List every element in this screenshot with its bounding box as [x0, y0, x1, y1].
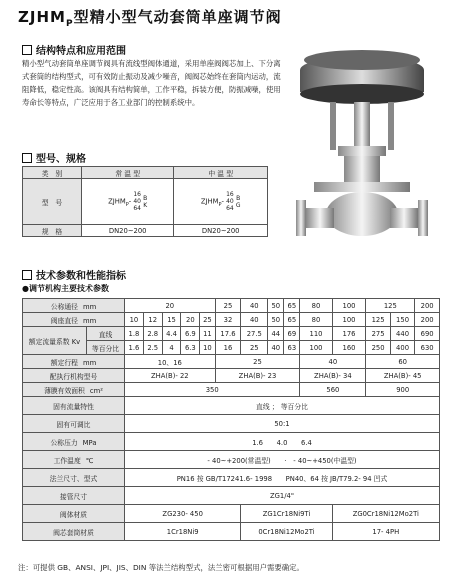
row-body-material: 阀体材质 ZG230- 450 ZG1Cr18Ni9Ti ZG0Cr18Ni12Mo2Ti — [23, 505, 440, 523]
model-normal: $ZJHM_P-$ 16 40 64 B K — [82, 179, 174, 225]
model-mid: $ZJHM_P-$ 16 40 64 B G — [174, 179, 268, 225]
row-seat-dia: 阀座直径 mm 10 12 15 20 25 32 40 50 65 80 100 125 150 200 — [23, 313, 440, 327]
square-bullet-icon — [22, 45, 32, 55]
square-bullet-icon — [22, 270, 32, 280]
features-paragraph: 精小型气动套筒单座调节阀具有流线型阀体通道，采用单座阀阀芯加上、下分离式套筒的结构型式，可有效防止振动及减少噪音，阀阀芯始终在套筒内运动，流阻降低，稳定性高。该阀具有结构简单，工作平稳，拆装方便，防振减噪，使用寿命长等特点，广泛应用于各工业部门的控制系统中。 — [22, 59, 281, 107]
square-bullet-icon — [22, 153, 32, 163]
row-trim-material: 阀芯套筒材质 1Cr18Ni9 0Cr18Ni12Mo2Ti 17- 4PH — [23, 523, 440, 541]
row-nominal-dia: 公称通径 mm 20 25 40 50 65 80 100 125 200 — [23, 299, 440, 313]
valve-photo — [290, 42, 450, 254]
row-area: 薄膜有效面积 cm² 350 560 900 — [23, 383, 440, 397]
row-range: 固有可调比 50:1 — [23, 415, 440, 433]
section-models-heading: 型号、规格 — [22, 150, 86, 165]
main-params-subheading: ●调节机构主要技术参数 — [22, 284, 109, 293]
section-features-heading: 结构特点和应用范围 — [22, 42, 126, 57]
model-table: 类 别 常 温 型 中 温 型 型 号 $ZJHM_P-$ 16 40 64 B K $ZJHM_P-$ 16 40 64 B G 规 格 DN20~200 DN20~200 — [22, 166, 268, 237]
row-actuator: 配执行机构型号 ZHA(B)- 22 ZHA(B)- 23 ZHA(B)- 34 ZHA(B)- 45 — [23, 369, 440, 383]
row-kv-linear: 额定流量系数 Kv 直线 1.8 2.8 4.4 6.9 11 17.6 27.5 44 69 110 176 275 440 690 — [23, 327, 440, 341]
row-flow-char: 固有流量特性 直线 ； 等百分比 — [23, 397, 440, 415]
row-stroke: 额定行程 mm 10、16 25 40 60 — [23, 355, 440, 369]
row-pressure: 公称压力 MPa 1.6 4.0 6.4 — [23, 433, 440, 451]
row-kv-pct: 等百分比 1.6 2.5 4 6.3 10 16 25 40 63 100 160 250 400 630 — [23, 341, 440, 355]
row-thread: 接管尺寸 ZG1/4" — [23, 487, 440, 505]
page-title: $ZJHM_P$型精小型气动套筒单座调节阀 — [18, 8, 282, 29]
row-temp: 工作温度 ℃ - 40~+200(常温型) · - 40~+450(中温型) — [23, 451, 440, 469]
row-flange: 法兰尺寸、型式 PN16 按 GB/T17241.6- 1998 PN40、64 按 JB/T79.2- 94 凹式 — [23, 469, 440, 487]
footnote: 注：可提供 GB、ANSI、JPI、JIS、DIN 等法兰结构型式，法兰密可根据用户需要确定。 — [18, 563, 304, 572]
params-table — [22, 298, 440, 541]
section-params-heading: 技术参数和性能指标 — [22, 267, 126, 282]
